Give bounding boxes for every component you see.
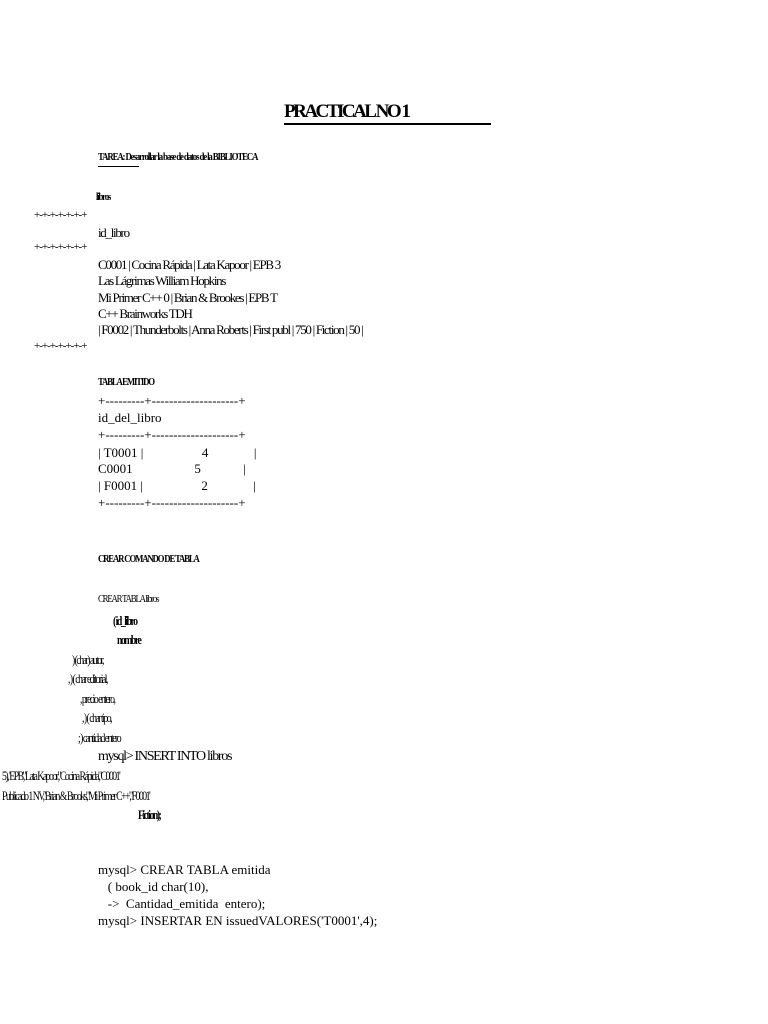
emitida-line: mysql> INSERTAR EN issuedVALORES('T0001',4); <box>98 913 378 928</box>
emitida-line: ( book_id char(10), <box>98 879 209 894</box>
libros-border-top: +-+-+-+-+-+-+ <box>34 209 87 221</box>
insert-values: Fiction); <box>138 807 161 822</box>
emitido-header: id_del_libro <box>98 410 162 425</box>
task-underline <box>98 166 139 167</box>
libros-header: id_libro <box>98 225 129 240</box>
insert-values: 5), 'EPB', 'Lata Kapoor', 'Cocina Rápida', 'C0001' <box>2 768 120 783</box>
libros-row: C0001 | Cocina Rápida | Lata Kapoor | EPB 3 <box>98 257 280 272</box>
emitido-border-mid: +---------+--------------------+ <box>98 427 246 442</box>
code-line: ; ) cantidad entero <box>78 730 121 745</box>
task-heading: TAREA: Desarrollar la base de datos de la BIBLIOTECA <box>98 151 258 163</box>
insert-values: Publicado 1 NV, 'Brian & Brooks', 'Mi Primer C++', 'F0001' <box>2 788 150 803</box>
emitido-label: TABLA EMITIDO <box>98 376 154 388</box>
code-line: , precio entero, <box>80 691 115 706</box>
emitida-line: mysql> CREAR TABLA emitida <box>98 862 271 877</box>
libros-row: C++ Brainworks TDH <box>98 306 192 321</box>
libros-border-mid: +-+-+-+-+-+-+ <box>34 241 87 253</box>
libros-border-bottom: +-+-+-+-+-+-+ <box>34 340 87 352</box>
libros-row: | F0002 | Thunderbolts | Anna Roberts | First publ | 750 | Fiction | 50 | <box>98 322 363 337</box>
emitido-border-top: +---------+--------------------+ <box>98 393 246 408</box>
libros-row: Mi Primer C++ 0 | Brian & Brookes | EPB T <box>98 290 277 305</box>
emitido-row: | T0001 | 4 | <box>98 445 257 460</box>
title-underline <box>284 123 491 125</box>
code-line: , ) ( char editorial, <box>68 671 107 686</box>
emitido-border-bottom: +---------+--------------------+ <box>98 495 246 510</box>
crear-heading: CREAR COMANDO DE TABLA <box>98 553 199 565</box>
emitido-row: C0001 5 | <box>98 461 246 476</box>
code-line: ) (char) autor, <box>72 652 103 667</box>
emitida-line: -> Cantidad_emitida entero); <box>98 896 266 911</box>
code-line: , ) ( char tipo, <box>82 710 112 725</box>
insert-line: mysql> INSERT INTO libros <box>98 749 232 764</box>
page-title: PRACTICAL NO 1 <box>284 101 409 122</box>
code-line: ( id_libro <box>113 613 137 628</box>
libros-label: libros <box>96 191 111 203</box>
code-line: nombre <box>117 632 141 647</box>
crear-tabla-line: CREAR TABLA libros <box>98 593 159 605</box>
libros-row: Las Lágrimas William Hopkins <box>98 273 226 288</box>
emitido-row: | F0001 | 2 | <box>98 478 257 493</box>
